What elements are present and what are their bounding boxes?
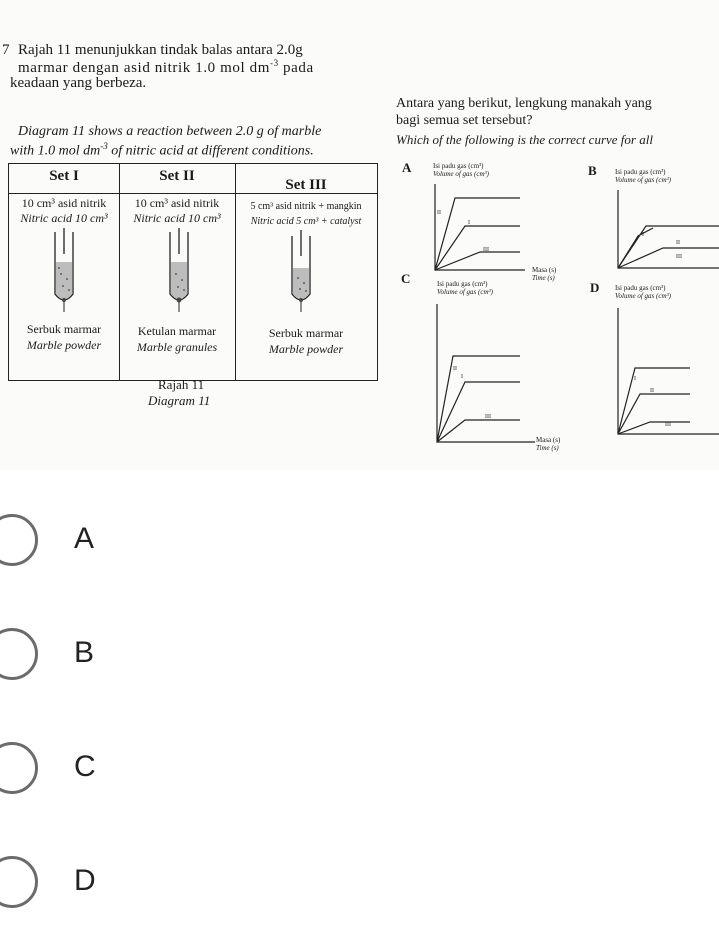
graph-c-ylabel-malay: Isi padu gas (cm³) <box>437 280 488 288</box>
option-c-label: C <box>74 750 96 783</box>
question-malay-line1: Rajah 11 menunjukkan tindak balas antara 2.0g <box>18 42 303 58</box>
graph-c-letter: C <box>401 271 411 286</box>
prompt-malay-line1: Antara yang berikut, lengkung manakah yang <box>396 96 652 111</box>
question-english-line2: with 1.0 mol $dm^{-3}$ of nitric acid at different conditions. <box>10 141 314 159</box>
set-2-solid-malay: Ketulan marmar <box>137 324 217 338</box>
graph-d-ylabel-malay: Isi padu gas (cm³) <box>615 284 666 292</box>
graph-a-ylabel-english: Volume of gas (cm³) <box>433 170 489 178</box>
prompt-english: Which of the following is the correct curve for all <box>396 132 653 147</box>
question-image <box>0 0 719 470</box>
set-2-acid-malay: 10 cm³ asid nitrik <box>134 196 220 210</box>
question-number: 7 <box>2 42 10 58</box>
graph-a-curve-3: III <box>483 247 489 253</box>
conditions-table <box>8 163 378 381</box>
header-set-2: Set II <box>159 168 195 184</box>
graph-a-curve-1: I <box>468 220 470 226</box>
prompt-malay-line2: bagi semua set tersebut? <box>396 113 533 128</box>
set-1-solid-english: Marble powder <box>26 338 102 352</box>
graph-c-curve-2: II <box>453 366 457 372</box>
set-1-acid-english: Nitric acid 10 cm³ <box>20 211 108 225</box>
radio-circle-icon[interactable] <box>0 628 38 680</box>
set-1-acid-malay: 10 cm³ asid nitrik <box>21 196 107 210</box>
set-3-solid-english: Marble powder <box>268 342 344 356</box>
set-3-acid-malay: 5 cm³ asid nitrik + mangkin <box>250 201 362 212</box>
question-malay-line2: marmar dengan asid nitrik 1.0 mol $dm^{-3}$ pada <box>18 58 314 76</box>
graph-d-curve-2: II <box>650 388 654 394</box>
graph-b-letter: B <box>588 163 597 178</box>
caption-english: Diagram 11 <box>148 393 211 408</box>
graph-d-curve-1: I <box>634 376 636 382</box>
set-3-solid-malay: Serbuk marmar <box>268 326 344 340</box>
question-english-line1: Diagram 11 shows a reaction between 2.0 g of marble <box>18 124 322 139</box>
header-set-1: Set I <box>49 168 79 184</box>
graph-c-curve-3: III <box>485 414 491 420</box>
graph-d-letter: D <box>590 280 600 295</box>
option-d[interactable] <box>0 832 719 932</box>
graph-b <box>608 186 719 286</box>
set-1-solid-malay: Serbuk marmar <box>26 322 102 336</box>
graph-a-xlabel-malay: Masa (s) <box>532 266 557 274</box>
radio-circle-icon[interactable] <box>0 856 38 908</box>
graph-c-ylabel-english: Volume of gas (cm³) <box>437 288 493 296</box>
option-b-label: B <box>74 636 95 669</box>
test-tubes-illustration <box>9 224 377 314</box>
set-2-solid-english: Marble granules <box>136 340 218 354</box>
graph-c <box>425 298 575 448</box>
graph-a-ylabel-malay: Isi padu gas (cm³) <box>433 162 484 170</box>
graph-d <box>610 302 719 442</box>
option-d-label: D <box>74 864 96 897</box>
graph-d-curve-3: III <box>665 422 671 428</box>
graph-a-letter: A <box>402 160 412 175</box>
option-a[interactable] <box>0 490 719 590</box>
graph-b-ylabel-malay: Isi padu gas (cm³) <box>615 168 666 176</box>
graph-a <box>425 180 575 280</box>
graph-c-xlabel-english: Time (s) <box>536 444 559 452</box>
option-b[interactable] <box>0 604 719 704</box>
question-malay-line3: keadaan yang berbeza. <box>10 75 147 91</box>
graph-b-curve-1: I <box>642 232 644 238</box>
set-3-acid-english: Nitric acid 5 cm³ + catalyst <box>250 216 362 227</box>
radio-circle-icon[interactable] <box>0 514 38 566</box>
option-c[interactable] <box>0 718 719 818</box>
graph-b-curve-2: II <box>676 240 680 246</box>
header-set-3: Set III <box>285 177 327 193</box>
caption-malay: Rajah 11 <box>158 377 205 392</box>
graph-b-curve-3: III <box>676 254 682 260</box>
graph-a-xlabel-english: Time (s) <box>532 274 555 282</box>
radio-circle-icon[interactable] <box>0 742 38 794</box>
graph-c-xlabel-malay: Masa (s) <box>536 436 561 444</box>
set-2-acid-english: Nitric acid 10 cm³ <box>133 211 221 225</box>
graph-d-ylabel-english: Volume of gas (cm³) <box>615 292 671 300</box>
graph-c-curve-1: I <box>461 374 463 380</box>
graph-b-ylabel-english: Volume of gas (cm³) <box>615 176 671 184</box>
option-a-label: A <box>74 522 95 555</box>
graph-a-curve-2: II <box>437 210 441 216</box>
